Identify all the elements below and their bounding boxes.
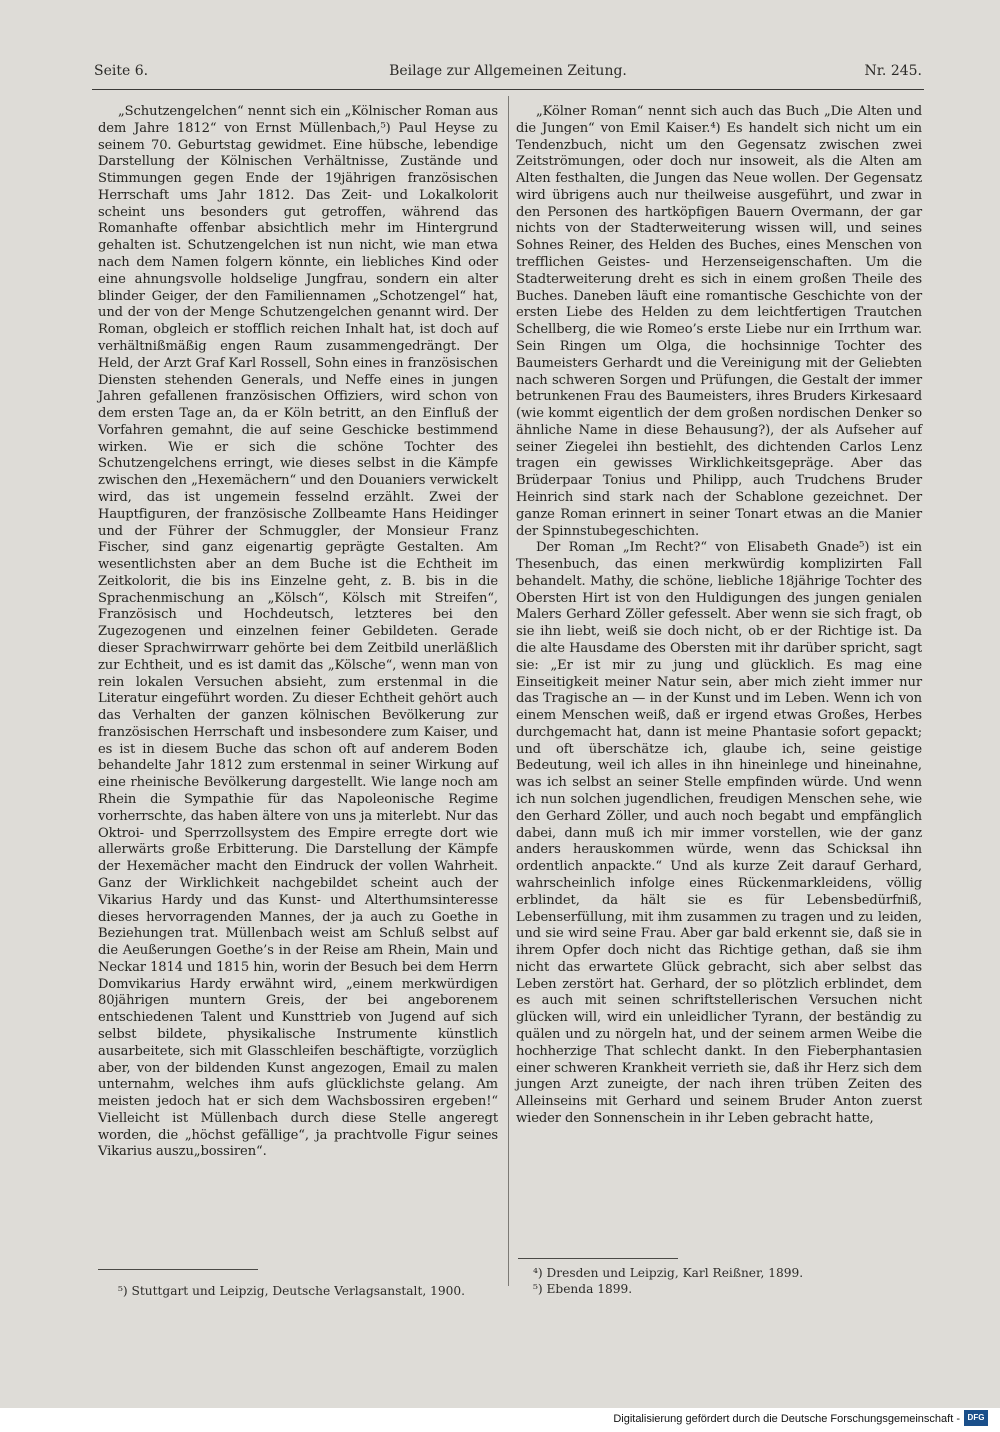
footnote: ⁵) Stuttgart und Leipzig, Deutsche Verlagsanstalt, 1900. [118,1284,465,1298]
left-column [98,104,498,1161]
supplement-title: Beilage zur Allgemeinen Zeitung. [389,63,627,79]
footnote-rule [518,1258,678,1259]
article-paragraph: „Schutzengelchen“ nennt sich ein „Kölnischer Roman aus dem Jahre 1812“ von Ernst Müllenbach,⁵) Paul Heyse zu seinem 70. Geburtstag gewidmet. Eine hübsche, lebendige Darstellung der Kölnischen Verhältnisse, Zustände und Stimmungen gegen Ende der 19jährigen französischen Herrschaft ums Jahr 1812. Das Zeit- und Lokalkolorit scheint uns besonders gut getroffen, während das Romanhafte offenbar absichtlich mehr im Hintergrund gehalten ist. Schutzengelchen ist nun nicht, wie man etwa nach dem Namen folgern könnte, ein liebliches Kind oder eine ahnungsvolle holdselige Jungfrau, sondern ein alter blinder Geiger, der den Familiennamen „Schotzengel“ hat, und der von der Menge Schutzengelchen genannt wird. Der Roman, obgleich er stofflich reichen Inhalt hat, ist doch auf verhältnißmäßig engen Raum zusammengedrängt. Der Held, der Arzt Graf Karl Rossell, Sohn eines in französischen Diensten stehenden Generals, und Neffe eines in jungen Jahren gefallenen französischen Offiziers, wird schon von dem ersten Tage an, da er Köln betritt, an den Einfluß der Vorfahren gemahnt, die auf seine Geschicke bestimmend wirken. Wie er sich die schöne Tochter des Schutzengelchens erringt, wie dieses selbst in die Kämpfe zwischen den „Hexemächern“ und den Douaniers verwickelt wird, das ist ungemein fesselnd erzählt. Zwei der Hauptfiguren, der französische Zollbeamte Hans Heidinger und der Führer der Schmuggler, der Monsieur Franz Fischer, sind ganz eigenartig geprägte Gestalten. Am wesentlichsten aber an dem Buche ist die Echtheit im Zeitkolorit, die bis ins Einzelne geht, z. B. bis in die Sprachenmischung an „Kölsch“, Kölsch mit Streifen“, Französisch und Hochdeutsch, letzteres bei den Zugezogenen und einzelnen feiner Gebildeten. Gerade dieser Sprachwirrwarr gehörte bei dem Zeitbild unerläßlich zur Echtheit, und es ist damit das „Kölsche“, wenn man von rein lokalen Versuchen absieht, zum erstenmal in die Literatur eingeführt worden. Zu dieser Echtheit gehört auch das Verhalten der ganzen kölnischen Bevölkerung zur französischen Herrschaft und insbesondere zum Kaiser, und es ist in diesem Buche das schon oft auf anderem Boden behandelte Jahr 1812 zum erstenmal in seiner Wirkung auf eine rheinische Bevölkerung dargestellt. Wie lange noch am Rhein die Sympathie für das Napoleonische Regime vorherrschte, das haben ältere von uns ja miterlebt. Nur das Oktroi- und Sperrzollsystem des Empire erregte dort wie allerwärts große Erbitterung. Die Darstellung der Kämpfe der Hexemächer macht den Eindruck der vollen Wahrheit. Ganz der Wirklichkeit nachgebildet scheint auch der Vikarius Hardy und das Kunst- und Alterthumsinteresse dieses hervorragenden Mannes, der ja auch zu Goethe in Beziehungen trat. Müllenbach weist am Schluß selbst auf die Aeußerungen Goethe’s in der Reise am Rhein, Main und Neckar 1814 und 1815 hin, worin der Besuch bei dem Herrn Domvikarius Hardy erwähnt wird, „einem merkwürdigen 80jährigen muntern Greis, der bei angeborenem entschiedenen Talent und Kunsttrieb von Jugend auf sich selbst bildete, physikalische Instrumente künstlich ausarbeitete, sich mit Glasschleifen beschäftigte, vorzüglich aber, von der bildenden Kunst angezogen, Email zu malen unternahm, welches ihm aufs glücklichste gelang. Am meisten jedoch hat er sich dem Wachsbossiren ergeben!“ Vielleicht ist Müllenbach durch diese Stelle angeregt worden, die „höchst gefällige“, ja prachtvolle Figur seines Vikarius auszu„bossiren“. [98,104,498,1160]
page-number: Seite 6. [94,63,149,79]
right-footnotes [533,1265,913,1297]
left-footnotes [118,1283,498,1299]
article-paragraph: Der Roman „Im Recht?“ von Elisabeth Gnade⁵) ist ein Thesenbuch, das einen merkwürdig komplizirten Fall behandelt. Mathy, die schöne, liebliche 18jährige Tochter des Obersten Hirt ist von den Huldigungen des jungen genialen Malers Gerhard Zöller gefesselt. Aber wenn sie sich fragt, ob sie ihn liebt, weiß sie doch nicht, ob er der Richtige ist. Da die alte Hausdame des Obersten mit ihr darüber spricht, sagt sie: „Er ist mir zu jung und glücklich. Es mag eine Einseitigkeit meiner Natur sein, aber mich zieht immer nur das Tragische an — in der Kunst und im Leben. Wenn ich von einem Menschen weiß, daß er irgend etwas Großes, Herbes durchgemacht hat, dann ist meine Phantasie sofort gepackt; und oft überschätze ich, glaube ich, seine geistige Bedeutung, weil ich alles in ihn hineinlege und hineinahne, was ich selbst an seiner Stelle empfinden würde. Und wenn ich nun solchen jugendlichen, freudigen Menschen sehe, wie den Gerhard Zöller, und auch noch begabt und empfänglich dabei, dann muß ich mir immer vorstellen, wie der ganz anders herauskommen würde, wenn das Schicksal ihn ordentlich anpackte.“ Und als kurze Zeit darauf Gerhard, wahrscheinlich infolge eines Rückenmarkleidens, völlig erblindet, da hält sie es für Lebensbedürfniß, Lebenserfüllung, mit ihm zusammen zu tragen und zu leiden, und sie wird seine Frau. Aber gar bald erkennt sie, daß sie in ihrem Opfer doch nicht das Richtige gethan, daß sie ihm nicht das erwartete Glück gebracht, sich aber selbst das Leben zerstört hat. Gerhard, der so plötzlich erblindet, dem es auch mit seinen schriftstellerischen Versuchen nicht glücken will, wird ein unleidlicher Tyrann, der beständig zu quälen und zu nörgeln hat, und der seinem armen Weibe die hochherzige That schlecht dankt. In den Fieberphantasien einer schweren Krankheit verrieth sie, daß ihr Herz sich dem jungen Arzt zuneigte, der nach ihren trüben Zeiten des Alleinseins mit Gerhard und seinem Bruder Anton zuerst wieder den Sonnenschein in ihr Leben gebracht hatte, [516,540,922,1126]
issue-number: Nr. 245. [864,63,922,79]
footnote: ⁵) Ebenda 1899. [533,1282,633,1296]
dfg-logo-icon[interactable]: DFG [964,1410,988,1426]
header-rule [92,89,924,90]
column-divider [508,96,509,1286]
page-header [92,63,924,87]
funding-notice: Digitalisierung gefördert durch die Deutsche Forschungsgemeinschaft - [613,1413,960,1425]
footnote-rule [98,1269,258,1270]
article-paragraph: „Kölner Roman“ nennt sich auch das Buch „Die Alten und die Jungen“ von Emil Kaiser.⁴) Es handelt sich nicht um ein Tendenzbuch, nicht um den Gegensatz zwischen zwei Zeitströmungen, oder doch nur insoweit, als die Alten am Alten festhalten, die Jungen das Neue wollen. Der Gegensatz wird übrigens auch nur theilweise ausgeführt, und zwar in den Personen des hartköpfigen Bauern Overmann, der gar nichts von der Stadterweiterung wissen will, und seines Sohnes Reiner, des Helden des Buches, eines Menschen von trefflichen Geistes- und Herzenseigenschaften. Um die Stadterweiterung dreht es sich in einem großen Theile des Buches. Daneben läuft eine romantische Geschichte von der ersten Liebe des Helden zu dem leichtfertigen Trautchen Schellberg, die wie Romeo’s erste Liebe nur ein Irrthum war. Sein Ringen um Olga, die hochsinnige Tochter des Baumeisters Gerhardt und die Vereinigung mit der Geliebten nach schweren Sorgen und Prüfungen, die Gestalt der immer betrunkenen Frau des Baumeisters, ihres Bruders Kirkesaard (wie kommt eigentlich der dem großen nordischen Denker so ähnliche Name in diese Behausung?), der als Aufseher auf seiner Ziegelei ihn bestiehlt, des dichtenden Carlos Lenz tragen ein gewisses Wirklichkeitsgepräge. Aber das Brüderpaar Tonius und Philipp, auch Trudchens Bruder Heinrich sind stark nach der Schablone gezeichnet. Der ganze Roman erinnert in seiner Tonart etwas an die Manier der Spinnstubegeschichten. [516,104,922,539]
footnote: ⁴) Dresden und Leipzig, Karl Reißner, 1899. [533,1266,804,1280]
right-column [516,104,922,1128]
